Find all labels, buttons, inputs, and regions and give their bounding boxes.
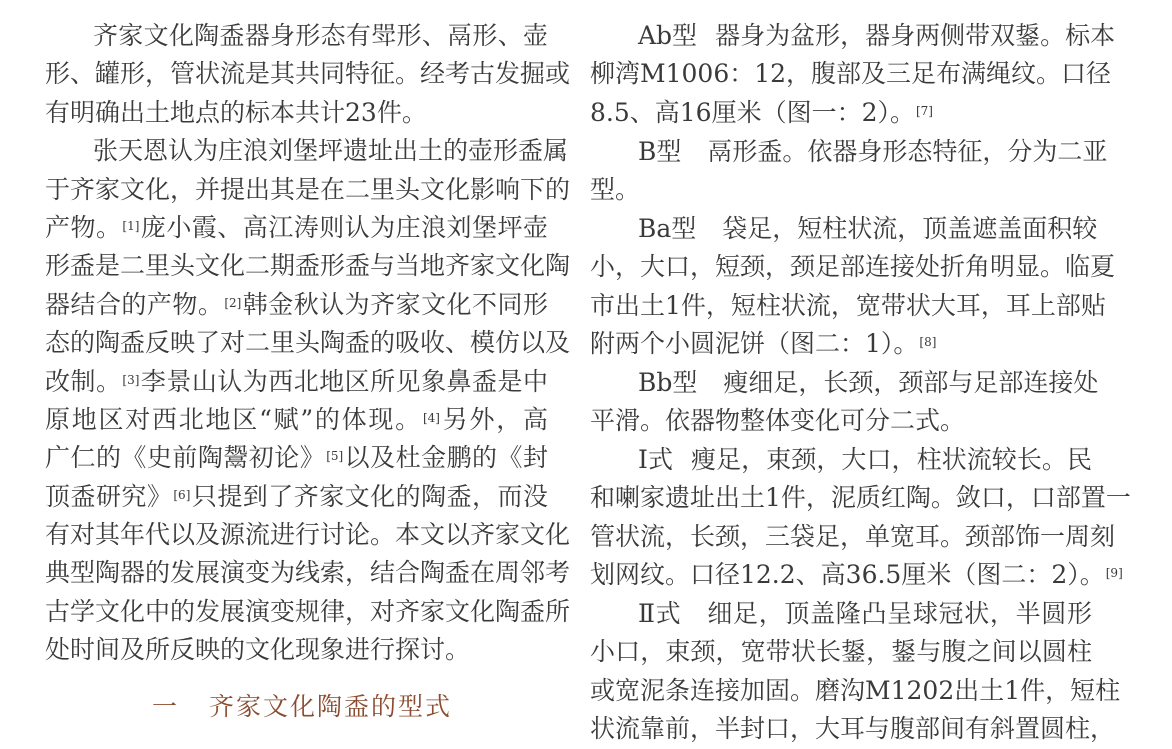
citation-ref[interactable]: [7] — [915, 103, 933, 118]
paragraph-line — [45, 286, 548, 324]
paragraph-line: 型。 — [590, 174, 641, 204]
paragraph-line: 形、罐形，管状流是其共同特征。经考古发掘或 — [45, 59, 571, 89]
paragraph-line — [590, 210, 1098, 248]
section-title: 齐家文化陶盉的型式 — [209, 691, 453, 721]
text-span: 瘦足，束颈，大口，柱状流较长。民 — [691, 444, 1092, 474]
text-span: 器结合的产物。 — [45, 289, 224, 319]
type-label: B型 — [638, 136, 682, 166]
paragraph-line: 管状流，长颈，三袋足，单宽耳。颈部饰一周刻 — [590, 521, 1116, 551]
paragraph-line — [45, 478, 548, 516]
paragraph-line: 有对其年代以及源流进行讨论。本文以齐家文化 — [45, 520, 571, 550]
paragraph-line — [590, 17, 1116, 55]
paragraph-line — [590, 364, 1099, 402]
text-span: 李景山认为西北地区所见象鼻盉是中 — [140, 366, 548, 396]
paragraph-line: 古学文化中的发展演变规律，对齐家文化陶盉所 — [45, 596, 571, 626]
citation-ref[interactable]: [5] — [326, 449, 344, 464]
paragraph-line — [590, 441, 1092, 479]
paragraph-line — [590, 556, 1123, 594]
text-span: 细足，顶盖隆凸呈球冠状，半圆形 — [707, 598, 1092, 628]
left-column — [45, 17, 571, 726]
text-span: 顶盉研究》 — [45, 481, 173, 511]
paragraph-line — [45, 363, 548, 401]
text-span: 改制。 — [45, 366, 122, 396]
paragraph-line: 市出土1件，短柱状流，宽带状大耳，耳上部贴 — [590, 290, 1106, 320]
citation-ref[interactable]: [8] — [919, 334, 937, 349]
paragraph-line: 于齐家文化，并提出其是在二里头文化影响下的 — [45, 174, 571, 204]
citation-ref[interactable]: [4] — [422, 410, 440, 425]
paragraph-line: 和喇家遗址出土1件，泥质红陶。敛口，口部置一 — [590, 483, 1131, 513]
paragraph-line — [45, 209, 548, 247]
paragraph-line: 平滑。依器物整体变化可分二式。 — [590, 406, 966, 436]
citation-ref[interactable]: [3] — [122, 372, 140, 387]
paragraph-line — [45, 439, 548, 477]
type-label: Ba型 — [638, 213, 697, 243]
citation-ref[interactable]: [2] — [224, 295, 242, 310]
paragraph-line — [590, 595, 1092, 633]
text-span: 庞小霞、高江涛则认为庄浪刘堡坪壶 — [140, 212, 548, 242]
section-heading — [45, 688, 548, 726]
text-span: 划网纹。口径12.2、高36.5厘米（图二：2）。 — [590, 560, 1105, 590]
paragraph-line: 处时间及所反映的文化现象进行探讨。 — [45, 635, 471, 665]
type-label: Ab型 — [638, 21, 698, 50]
paragraph-line: 小口，束颈，宽带状长鋬，鋬与腹之间以圆柱 — [590, 637, 1092, 667]
text-span: 韩金秋认为齐家文化不同形 — [242, 289, 548, 319]
text-span: 袋足，短柱状流，顶盖遮盖面积较 — [722, 213, 1098, 243]
text-span: 广仁的《史前陶鬶初论》 — [45, 443, 326, 473]
paragraph-line: 状流靠前，半封口，大耳与腹部间有斜置圆柱， — [590, 713, 1116, 743]
type-label: Ⅱ式 — [638, 598, 682, 628]
paragraph-line: 有明确出土地点的标本共计23件。 — [45, 97, 427, 127]
paragraph-line: 柳湾M1006：12，腹部及三足布满绳纹。口径 — [590, 59, 1112, 89]
paragraph-line: 或宽泥条连接加固。磨沟M1202出土1件，短柱 — [590, 675, 1121, 705]
text-span: 鬲形盉。依器身形态特征，分为二亚 — [707, 136, 1108, 166]
citation-ref[interactable]: [1] — [122, 218, 140, 233]
right-column — [590, 17, 1131, 748]
citation-ref[interactable]: [9] — [1105, 566, 1123, 581]
text-span: 8.5、高16厘米（图一：2）。 — [590, 97, 915, 127]
paragraph-line: 张天恩认为庄浪刘堡坪遗址出土的壶形盉属 — [93, 136, 569, 166]
paragraph-line — [590, 325, 1092, 363]
paragraph-line — [45, 401, 548, 439]
text-span: 另外，高 — [440, 404, 548, 434]
paragraph-line: 小，大口，短颈，颈足部连接处折角明显。临夏 — [590, 252, 1116, 282]
text-span: 原地区对西北地区“赋”的体现。 — [45, 404, 422, 434]
text-span: 瘦细足，长颈，颈部与足部连接处 — [723, 367, 1099, 397]
text-span: 附两个小圆泥饼（图二：1）。 — [590, 328, 919, 358]
type-label: Ⅰ式 — [638, 444, 674, 474]
citation-ref[interactable]: [6] — [173, 487, 191, 502]
text-span: 器身为盆形，器身两侧带双鋬。标本 — [715, 21, 1116, 50]
paragraph-line — [590, 94, 1092, 132]
paragraph-line: 齐家文化陶盉器身形态有斝形、鬲形、壶 — [93, 21, 548, 50]
text-span: 只提到了齐家文化的陶盉，而没 — [191, 481, 548, 511]
paragraph-line — [590, 133, 1108, 171]
text-span: 以及杜金鹏的《封 — [344, 443, 548, 473]
paragraph-line: 态的陶盉反映了对二里头陶盉的吸收、模仿以及 — [45, 328, 571, 358]
text-span: 产物。 — [45, 212, 122, 242]
paragraph-line: 典型陶器的发展演变为线索，结合陶盉在周邻考 — [45, 558, 571, 588]
paragraph-line: 形盉是二里头文化二期盉形盉与当地齐家文化陶 — [45, 251, 571, 281]
section-number: 一 — [152, 691, 180, 721]
type-label: Bb型 — [638, 367, 698, 397]
